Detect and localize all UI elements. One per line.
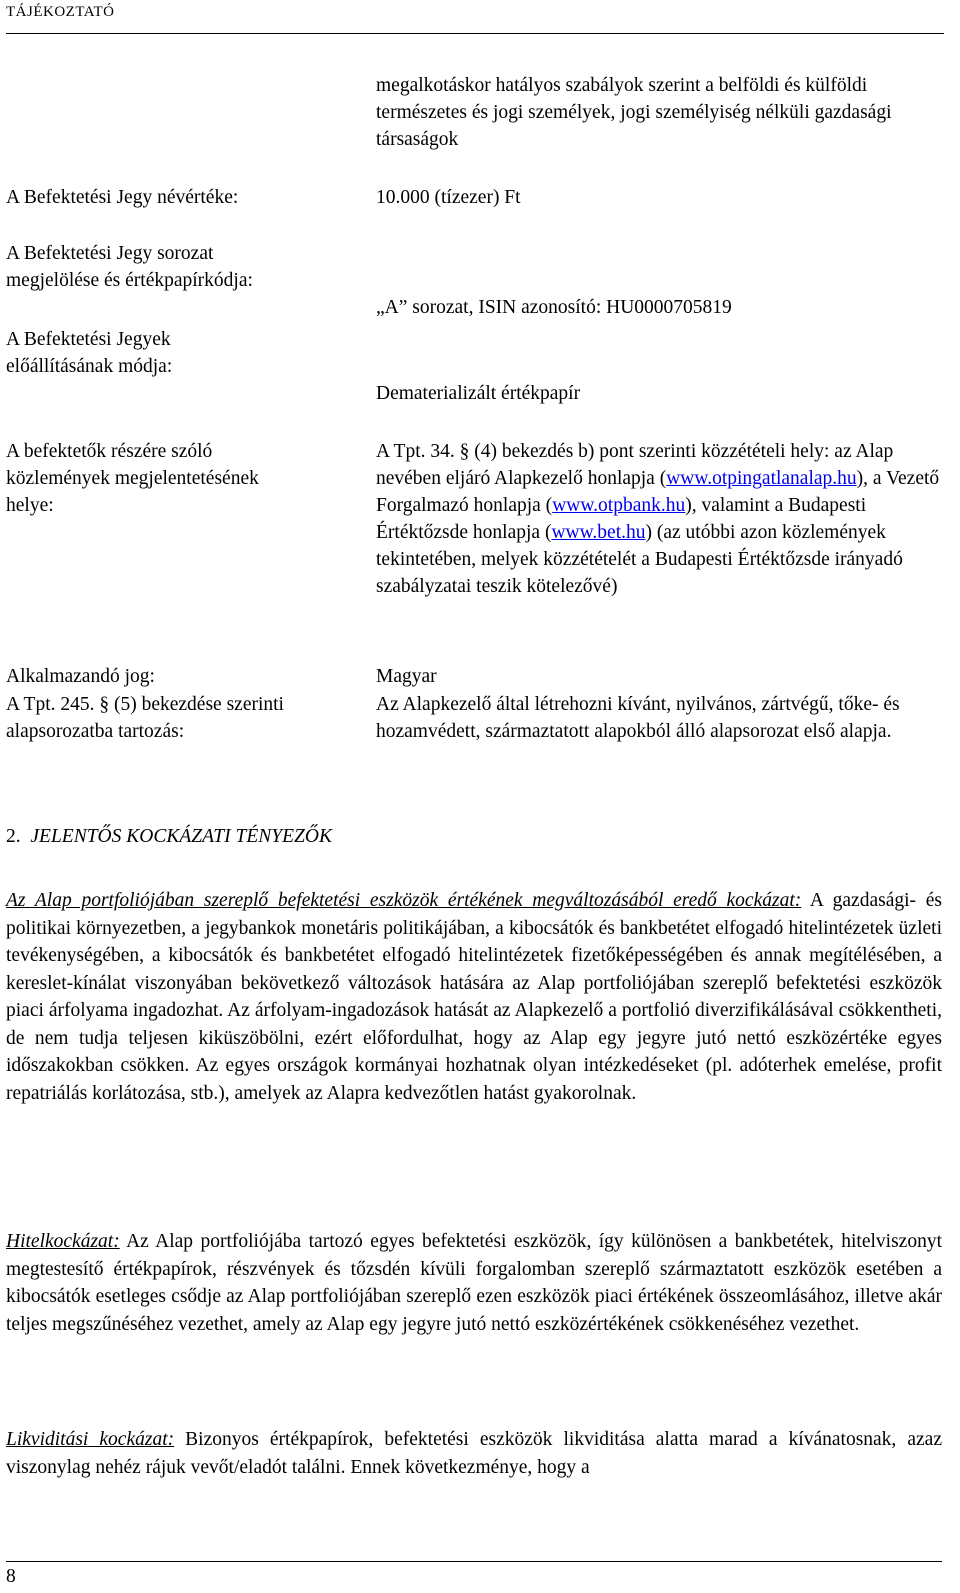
info-row-label: Alkalmazandó jog: [6,666,155,687]
risk-description: Bizonyos értékpapírok, befektetési eszközök likviditása alatta marad a kívánatosnak, azaz viszonylag nehéz rájuk vevőt/eladót találni. Ennek következménye, hogy a [6,1429,942,1478]
header-divider [6,33,944,34]
section-heading [6,826,332,848]
info-row-value: Az Alapkezelő által létrehozni kívánt, nyilvános, zártvégű, tőke- és hozamvédett, származtatott alapokból álló alapsorozat első alapja. [376,694,900,742]
info-row-value: 10.000 (tízezer) Ft [376,187,521,208]
section-number: 2. [6,826,21,847]
link-otpingatlanalap[interactable]: www.otpingatlanalap.hu [666,468,857,489]
info-row-label: A befektetők részére szóló közlemények megjelentetésének helye: [6,441,259,516]
info-row-value [376,438,946,600]
risk-term: Likviditási kockázat: [6,1429,175,1450]
section-title-text: JELENTŐS KOCKÁZATI TÉNYEZŐK [30,826,332,847]
risk-description: A gazdasági- és politikai környezetben, a jegybankok monetáris politikájában, a kibocsátók és bankbetétet elfogadó hitelintézetek üzleti tevékenységében, a kibocsátók és bankbetétet elfogadó hitelintézetek fizetőképességében és annak megítélésében, a kereslet-kínálat viszonyában bekövetkező változások hatására az Alap portfoliójában szereplő befektetési eszközök piaci árfolyama ingadozhat. Az árfolyam-ingadozások hatását az Alapkezelő a portfolió diverzifikálásával csökkentheti, de nem tudja teljesen kiküszöbölni, ezért előfordulhat, hogy az Alap egy jegyre jutó nettó eszközértéke egyes időszakokban csökken. Az egyes országok kormányai hozhatnak olyan intézkedéseket (pl. adóterhek emelése, profit repatriálás korlátozása, stb.), amelyek az Alapra kedvezőtlen hatást gyakorolnak. [6,890,942,1104]
info-row-value: megalkotáskor hatályos szabályok szerint a belföldi és külföldi természetes és jogi személyek, jogi személyiség nélküli gazdasági társaságok [376,75,892,150]
info-row-value: „A” sorozat, ISIN azonosító: HU0000705819 [376,297,732,318]
value-text: A Tpt. 34. § (4) bekezdés b) pont szerinti közzétételi hely: az Alap nevében eljáró Alapkezelő honlapja ( [376,441,894,489]
info-row-label: A Befektetési Jegyek előállításának módja: [6,329,173,377]
info-row-label: A Befektetési Jegy névértéke: [6,187,239,208]
info-row-value: Dematerializált értékpapír [376,383,581,404]
link-otpbank[interactable]: www.otpbank.hu [552,495,686,516]
value-text: ), a Vezető Forgalmazó honlapja ( [376,468,940,516]
value-text: ), valamint a Budapesti Értéktőzsde honlapja ( [376,495,867,543]
info-row-label: A Befektetési Jegy sorozat megjelölése és értékpapírkódja: [6,243,253,291]
risk-term: Az Alap portfoliójában szereplő befektetési eszközök értékének megváltozásából eredő kockázat: [6,890,802,911]
page-number: 8 [6,1566,16,1587]
link-bet[interactable]: www.bet.hu [551,522,646,543]
risk-description: Az Alap portfoliójába tartozó egyes befektetési eszközök, így különösen a bankbetétek, hitelviszonyt megtestesítő értékpapírok, részvények és tőzsdén kívüli forgalomban szereplő származtatott eszközök esetében a kibocsátók esetleges csődje az Alap portfoliójában szereplő ezen eszközök piaci értékének összeomlásához, illetve akár teljes megszűnéséhez vezethet, amely az Alap egy jegyre jutó nettó eszközértékének csökkenéséhez vezethet. [6,1231,942,1335]
info-row-value: Magyar [376,666,437,687]
footer-divider [6,1561,942,1562]
value-text: ) (az utóbbi azon közlemények tekintetében, melyek közzétételét a Budapesti Értéktőzsde irányadó szabályzatai teszik kötelezővé) [376,522,903,597]
risk-paragraph-credit [6,1228,942,1338]
risk-term: Hitelkockázat: [6,1231,120,1252]
risk-paragraph-market [6,887,942,1107]
risk-paragraph-liquidity [6,1426,942,1481]
document-header-label: TÁJÉKOZTATÓ [6,4,115,20]
info-row-label: A Tpt. 245. § (5) bekezdése szerinti alapsorozatba tartozás: [6,694,284,742]
